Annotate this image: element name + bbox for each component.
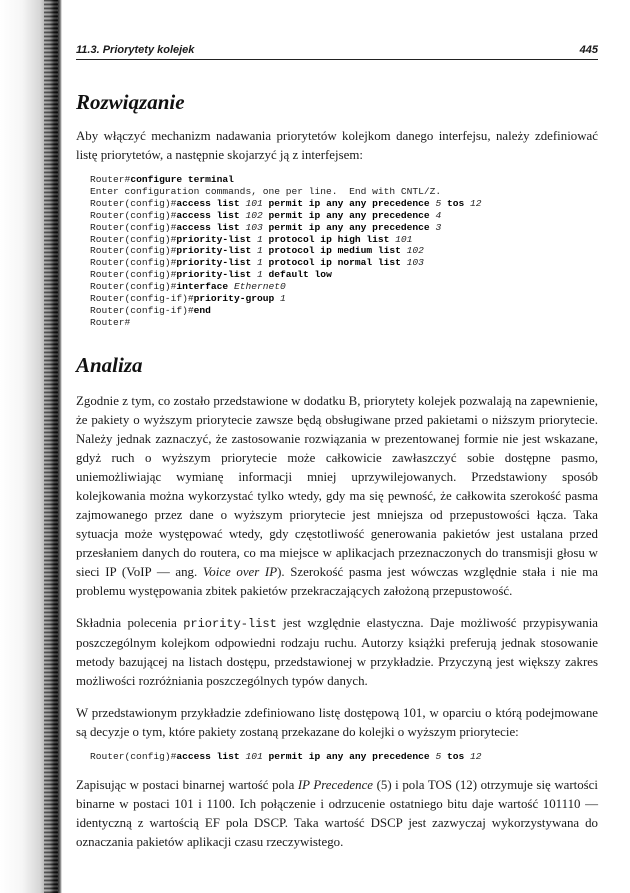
code-argument: 1 <box>256 245 263 257</box>
code-line <box>90 210 598 222</box>
analysis-paragraph-4 <box>76 776 598 852</box>
code-argument: 5 <box>435 750 442 762</box>
code-argument: Ethernet0 <box>233 281 286 293</box>
text-run: Zgodnie z tym, co zostało przedstawione w dodatku B, priorytety kolejek pozwalają na zapewnienie, że pakiety o wyższym priorytecie zawsze będą obsługiwane przed pakietami o niższym priorytecie. Należy jednak zaznaczyć, że zastosowanie rozwiązania w prezentowanej formie nie jest wskazane, gdyż ruch o wyższym priorytecie może całkowicie zawłaszczyć sobie dostępne pasmo, uniemożliwiając wymianę informacji mniej uprzywilejowanych. Przedstawiony sposób kolejkowania można wykorzystać tylko wtedy, gdy ma się pewność, że całkowita szerokość pasma zajmowanego przez dane o wyższym priorytecie jest mniejsza od przepustowości łącza. Taka sytuacja może występować wtedy, gdy częstotliwość generowania pakietów jest ustalana przed przesłaniem danych do routera, co ma miejsce w aplikacjach przeznaczonych do transmisji głosu w sieci IP (VoIP — ang. <box>76 393 598 579</box>
code-line <box>90 186 598 198</box>
code-keyword: default low <box>262 269 332 281</box>
book-binding-shadow <box>0 0 62 893</box>
code-prompt: Router(config)# <box>90 197 177 209</box>
code-prompt: Router(config-if)# <box>90 293 194 305</box>
code-keyword: permit ip any any precedence <box>262 221 436 233</box>
text-run: ). Szerokość pasma jest wówczas względnie stała i nie ma problemu występowania zbitek pakietów przekraczających założoną przepustowość. <box>76 564 598 598</box>
code-listing <box>90 174 598 329</box>
code-prompt: Router(config)# <box>90 209 177 221</box>
analysis-paragraph-2 <box>76 614 598 691</box>
analysis-heading: Analiza <box>76 352 143 377</box>
code-keyword: protocol ip normal list <box>262 257 407 269</box>
code-prompt: Router(config)# <box>90 233 177 245</box>
code-keyword: access list <box>176 209 246 221</box>
code-keyword: tos <box>441 197 471 209</box>
code-keyword: permit ip any any precedence <box>262 197 436 209</box>
code-keyword: interface <box>176 281 234 293</box>
running-header <box>76 44 598 60</box>
code-prompt: Router(config-if)# <box>90 304 194 316</box>
emphasis: IP Precedence <box>297 777 374 792</box>
code-argument: 101 <box>395 233 413 245</box>
code-argument: 5 <box>435 197 442 209</box>
code-line <box>90 198 598 210</box>
code-line <box>90 222 598 234</box>
page-number: 445 <box>579 44 598 56</box>
code-line <box>90 751 598 763</box>
book-page <box>76 44 598 852</box>
code-line <box>90 305 598 317</box>
text-run: (5) i pola TOS (12) otrzymuje się wartości binarne w postaci 101 i 1100. Ich połączenie i odrzucenie ostatniego bitu daje wartość 101110 — identyczną z wartością EF pola DSCP. Taka wartość DSCP jest zazwyczaj wykorzystywana do oznaczania pakietów aplikacji czasu rzeczywistego. <box>76 777 598 849</box>
code-argument: 1 <box>256 233 263 245</box>
code-argument: 101 <box>245 750 263 762</box>
code-example-line <box>90 751 598 763</box>
code-argument: 102 <box>406 245 424 257</box>
code-prompt: Router(config)# <box>90 245 177 257</box>
code-keyword: priority-list <box>176 269 257 281</box>
code-line <box>90 234 598 246</box>
emphasis: Voice over IP <box>202 564 278 579</box>
code-prompt: Router(config)# <box>90 257 177 269</box>
code-line <box>90 257 598 269</box>
code-prompt: Router(config)# <box>90 269 177 281</box>
code-prompt: Router(config)# <box>90 750 177 762</box>
code-argument: 102 <box>245 209 263 221</box>
code-prompt: Router# <box>90 316 131 328</box>
text-run: jest względnie elastyczna. Daje możliwość przypisywania poszczególnym kolejkom odpowiedni rodzaju ruchu. Autorzy książki preferują jednak stosowanie metody bazującej na listach dostępu, przedstawionej w przykładzie. Przyczyną jest większy zakres możliwości rozróżniania poszczególnych typów danych. <box>76 615 598 688</box>
code-keyword: tos <box>441 750 471 762</box>
section-title: 11.3. Priorytety kolejek <box>76 44 195 56</box>
code-argument: 4 <box>435 209 442 221</box>
code-argument: 1 <box>256 269 263 281</box>
inline-code: priority-list <box>183 616 277 631</box>
code-argument: 101 <box>245 197 263 209</box>
code-argument: 1 <box>256 257 263 269</box>
code-keyword: access list <box>176 221 246 233</box>
code-keyword: access list <box>176 750 246 762</box>
code-prompt: Router(config)# <box>90 221 177 233</box>
code-keyword: priority-group <box>193 293 280 305</box>
code-argument: 103 <box>406 257 424 269</box>
code-line <box>90 245 598 257</box>
analysis-paragraph-3: W przedstawionym przykładzie zdefiniowano listę dostępową 101, w oparciu o którą podejmowane są decyzje o tym, które pakiety zostaną przekazane do kolejki o wyższym priorytecie: <box>76 705 598 739</box>
code-prompt: Router(config)# <box>90 281 177 293</box>
code-keyword: configure terminal <box>130 174 234 185</box>
code-line <box>90 317 598 329</box>
solution-heading: Rozwiązanie <box>76 90 185 114</box>
code-line <box>90 293 598 305</box>
code-keyword: priority-list <box>176 245 257 257</box>
code-keyword: permit ip any any precedence <box>262 750 436 762</box>
code-keyword: permit ip any any precedence <box>262 209 436 221</box>
code-argument: 103 <box>245 221 263 233</box>
code-keyword: priority-list <box>176 233 257 245</box>
code-keyword: end <box>193 304 211 316</box>
code-line <box>90 269 598 281</box>
code-argument: 1 <box>280 293 286 305</box>
code-keyword: protocol ip high list <box>262 233 396 245</box>
solution-intro: Aby włączyć mechanizm nadawania priorytetów kolejkom danego interfejsu, należy zdefiniować listę priorytetów, a następnie skojarzyć ją z interfejsem: <box>76 129 598 162</box>
code-keyword: protocol ip medium list <box>262 245 407 257</box>
code-keyword: priority-list <box>176 257 257 269</box>
code-argument: 12 <box>470 750 482 762</box>
text-run: Zapisując w postaci binarnej wartość pola <box>76 777 298 792</box>
code-line <box>90 174 598 186</box>
code-line <box>90 281 598 293</box>
code-prompt: Router# <box>90 174 131 185</box>
text-run: Składnia polecenia <box>76 615 184 630</box>
code-keyword: access list <box>176 197 246 209</box>
analysis-paragraph-1 <box>76 392 598 601</box>
code-prompt: Enter configuration commands, one per line. End with CNTL/Z. <box>90 185 442 197</box>
code-argument: 3 <box>435 221 442 233</box>
code-argument: 12 <box>470 197 482 209</box>
